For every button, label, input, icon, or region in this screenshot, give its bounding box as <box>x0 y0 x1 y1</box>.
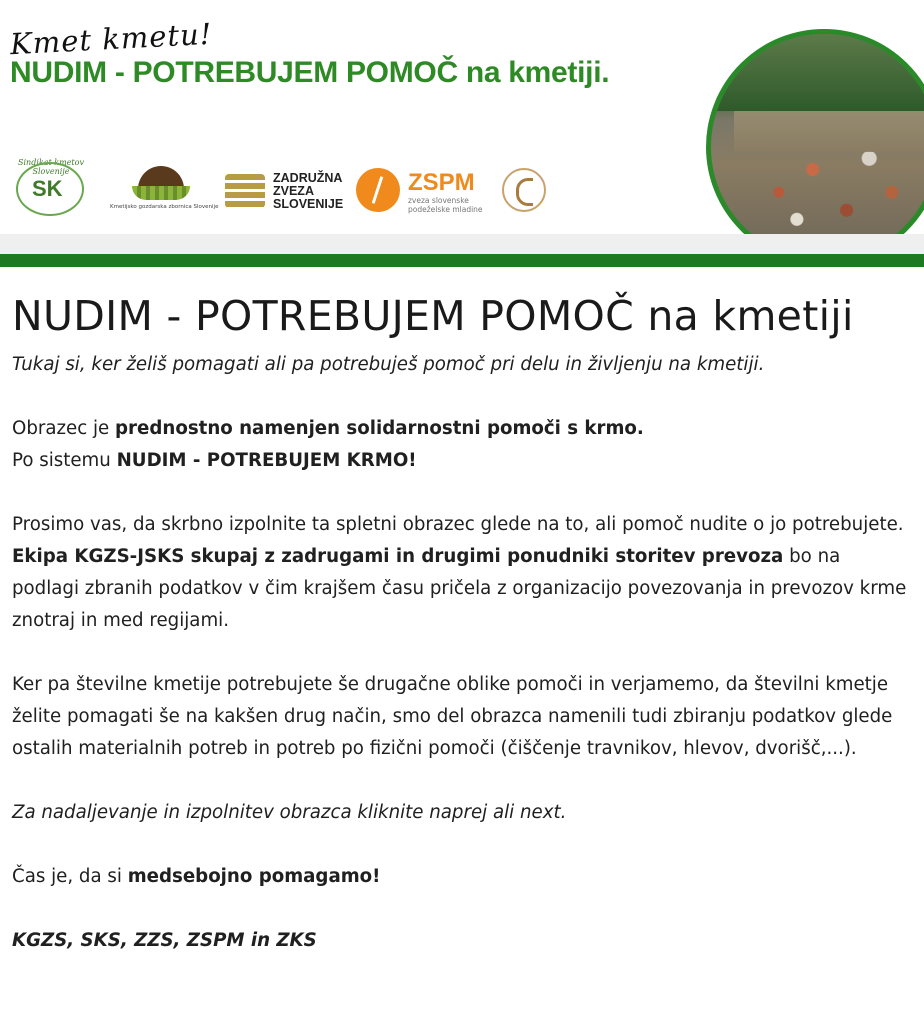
kgzs-logo <box>110 164 219 214</box>
intro-text: Tukaj si, ker želiš pomagati ali pa potrebuješ pomoč pri delu in življenju na kmetiji. <box>12 354 765 375</box>
zspm-name: ZSPM <box>408 169 475 196</box>
header-banner <box>0 0 924 234</box>
sks-logo <box>10 158 92 218</box>
zzs-line-3: SLOVENIJE <box>273 197 344 211</box>
page-title: NUDIM - POTREBUJEM POMOČ na kmetiji <box>12 292 854 340</box>
header-divider-green <box>0 254 924 267</box>
purpose-emphasis: prednostno namenjen solidarnostni pomoči s krmo. <box>115 418 644 439</box>
signature: KGZS, SKS, ZZS, ZSPM in ZKS <box>12 930 317 951</box>
zks-logo <box>502 168 548 214</box>
continue-note: Za nadaljevanje in izpolnitev obrazca kliknite naprej ali next. <box>12 802 567 823</box>
slogan: Kmet kmetu! <box>9 16 214 62</box>
sks-monogram: SK <box>32 176 63 201</box>
sks-logo-text: Sindikat kmetov Slovenije <box>18 158 84 176</box>
zspm-logo <box>356 168 488 218</box>
zzs-line-2: ZVEZA <box>273 184 314 198</box>
wheat-icon <box>356 168 400 212</box>
header-divider-gray <box>0 234 924 254</box>
form-description <box>12 267 912 957</box>
partner-logos <box>0 160 700 220</box>
closing-line: Čas je, da si medsebojno pomagamo! <box>12 866 381 887</box>
bales-icon <box>225 174 265 208</box>
closing-emphasis: medsebojno pomagamo! <box>127 866 381 887</box>
zspm-subtitle: zveza slovenske podeželske mladine <box>408 196 483 214</box>
other-help-paragraph: Ker pa številne kmetije potrebujete še drugačne oblike pomoči in verjamemo, da številni kmetje želite pomagati še na kakšen drug način, smo del obrazca namenili tudi zbiranju podatkov glede ostalih materialnih potreb in potreb po fizični pomoči (čiščenje travnikov, hlevov, dvorišč,...). <box>12 674 893 759</box>
flood-aerial-photo <box>706 29 924 234</box>
zzs-logo <box>225 168 350 214</box>
zzs-line-1: ZADRUŽNA <box>273 171 343 185</box>
purpose-paragraph: Obrazec je prednostno namenjen solidarnostni pomoči s krmo. Po sistemu NUDIM - POTREBUJEM KRMO! <box>12 418 644 471</box>
banner-title: NUDIM - POTREBUJEM POMOČ na kmetiji. <box>10 56 610 89</box>
instructions-paragraph: Prosimo vas, da skrbno izpolnite ta spletni obrazec glede na to, ali pomoč nudite o jo potrebujete. Ekipa KGZS-JSKS skupaj z zadrugami in drugimi ponudniki storitev prevoza bo na podlagi zbranih podatkov v čim krajšem času pričela z organizacijo povezovanja in prevozov krme znotraj in med regijami. <box>12 514 907 631</box>
system-emphasis: NUDIM - POTREBUJEM KRMO! <box>116 450 417 471</box>
team-emphasis: Ekipa KGZS-JSKS skupaj z zadrugami in drugimi ponudniki storitev prevoza <box>12 546 784 567</box>
kgzs-caption: Kmetijsko gozdarska zbornica Slovenije <box>110 204 219 210</box>
